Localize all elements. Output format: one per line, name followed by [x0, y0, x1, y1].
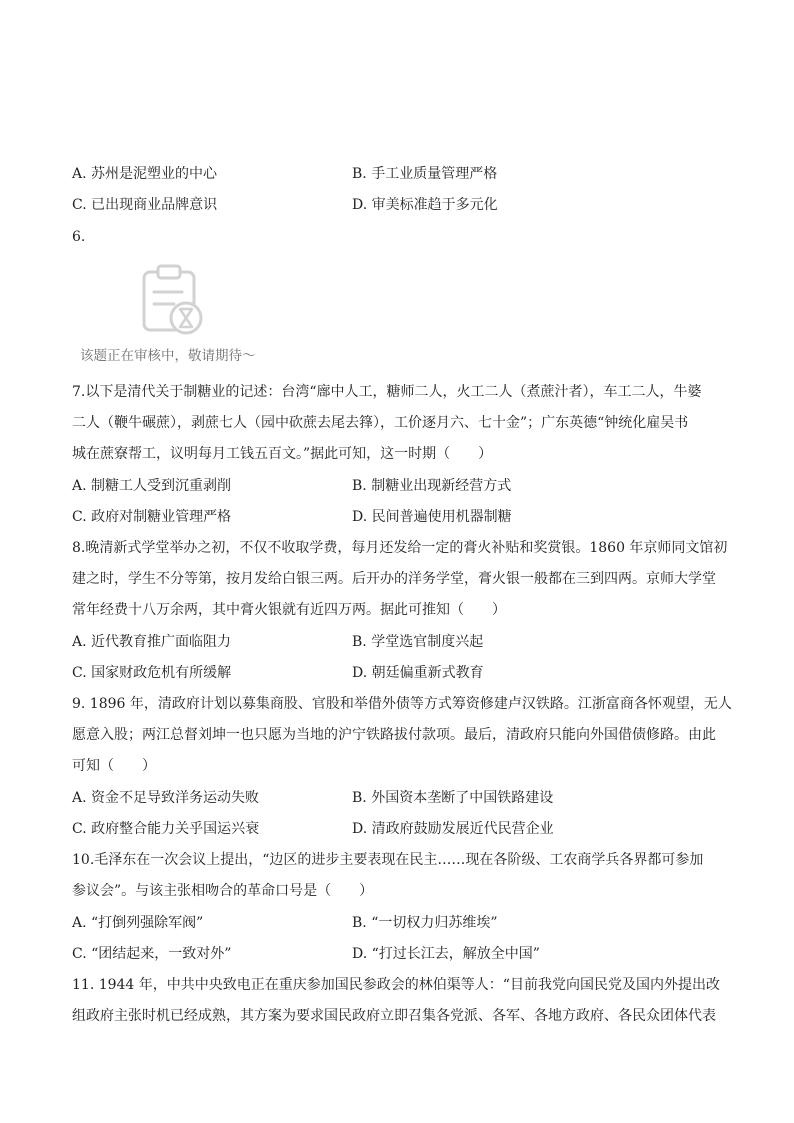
q5-option-c: C. 已出现商业品牌意识	[72, 197, 218, 213]
q10-option-d: D. “打过长江去，解放全中国”	[352, 946, 540, 962]
q7-option-a: A. 制糖工人受到沉重剥削	[72, 478, 232, 494]
q7-stem-line-2: 二人（鞭牛碾蔗），剥蔗七人（园中砍蔗去尾去箨），工价逐月六、七十金”；广东英德“钟统化雇吴书	[72, 415, 689, 431]
q9-option-c: C. 政府整合能力关乎国运兴衰	[72, 821, 260, 837]
q7-option-c: C. 政府对制糖业管理严格	[72, 509, 232, 525]
q8-option-c: C. 国家财政危机有所缓解	[72, 665, 232, 681]
q8-option-a: A. 近代教育推广面临阻力	[72, 634, 232, 650]
review-placeholder	[80, 262, 280, 367]
q6-number: 6.	[72, 229, 86, 245]
q7-option-d: D. 民间普遍使用机器制糖	[352, 509, 512, 525]
q10-stem-line-1: 10.毛泽东在一次会议上提出，“边区的进步主要表现在民主……现在各阶级、工农商学兵各界都可参加	[72, 852, 704, 868]
q9-stem-line-2: 愿意入股；两江总督刘坤一也只愿为当地的沪宁铁路拔付款项。最后，清政府只能向外国借债修路。由此	[72, 727, 716, 743]
q8-stem-line-1: 8.晚清新式学堂举办之初，不仅不收取学费，每月还发给一定的膏火补贴和奖赏银。1860 年京师同文馆初	[72, 540, 728, 556]
q8-option-d: D. 朝廷偏重新式教育	[352, 665, 484, 681]
q9-stem-line-3: 可知（ ）	[72, 758, 156, 774]
q8-stem-line-3: 常年经费十八万余两，其中膏火银就有近四万两。据此可推知（ ）	[72, 602, 506, 618]
review-placeholder-text: 该题正在审核中，敬请期待～	[80, 348, 256, 364]
q11-stem-line-2: 组政府主张时机已经成熟，其方案为要求国民政府立即召集各党派、各军、各地方政府、各民众团体代表	[72, 1008, 716, 1024]
q11-stem-line-1: 11. 1944 年，中共中央致电正在重庆参加国民参政会的林伯渠等人：“目前我党向国民党及国内外提出改	[72, 977, 720, 993]
q5-option-a: A. 苏州是泥塑业的中心	[72, 166, 218, 182]
q10-option-a: A. “打倒列强除军阀”	[72, 915, 204, 931]
q8-option-b: B. 学堂选官制度兴起	[352, 634, 484, 650]
q5-option-b: B. 手工业质量管理严格	[352, 166, 498, 182]
q9-option-b: B. 外国资本垄断了中国铁路建设	[352, 790, 554, 806]
q9-stem-line-1: 9. 1896 年，清政府计划以募集商股、官股和举借外债等方式筹资修建卢汉铁路。江浙富商各怀观望，无人	[72, 696, 732, 712]
q7-stem-line-1: 7.以下是清代关于制糖业的记述：台湾“廍中人工，糖师二人，火工二人（煮蔗汁者），车工二人，牛婆	[72, 384, 702, 400]
q7-option-b: B. 制糖业出现新经营方式	[352, 478, 512, 494]
q10-option-c: C. “团结起来，一致对外”	[72, 946, 232, 962]
q7-stem-line-3: 城在蔗寮帮工，议明每月工钱五百文。”据此可知，这一时期（ ）	[72, 446, 493, 462]
q9-option-d: D. 清政府鼓励发展近代民营企业	[352, 821, 554, 837]
q9-option-a: A. 资金不足导致洋务运动失败	[72, 790, 260, 806]
q8-stem-line-2: 建之时，学生不分等第，按月发给白银三两。后开办的洋务学堂，膏火银一般都在三到四两。京师大学堂	[72, 571, 716, 587]
q5-option-d: D. 审美标准趋于多元化	[352, 197, 498, 213]
clipboard-hourglass-icon	[136, 262, 208, 338]
q10-stem-line-2: 参议会”。与该主张相吻合的革命口号是（ ）	[72, 883, 374, 899]
q10-option-b: B. “一切权力归苏维埃”	[352, 915, 498, 931]
